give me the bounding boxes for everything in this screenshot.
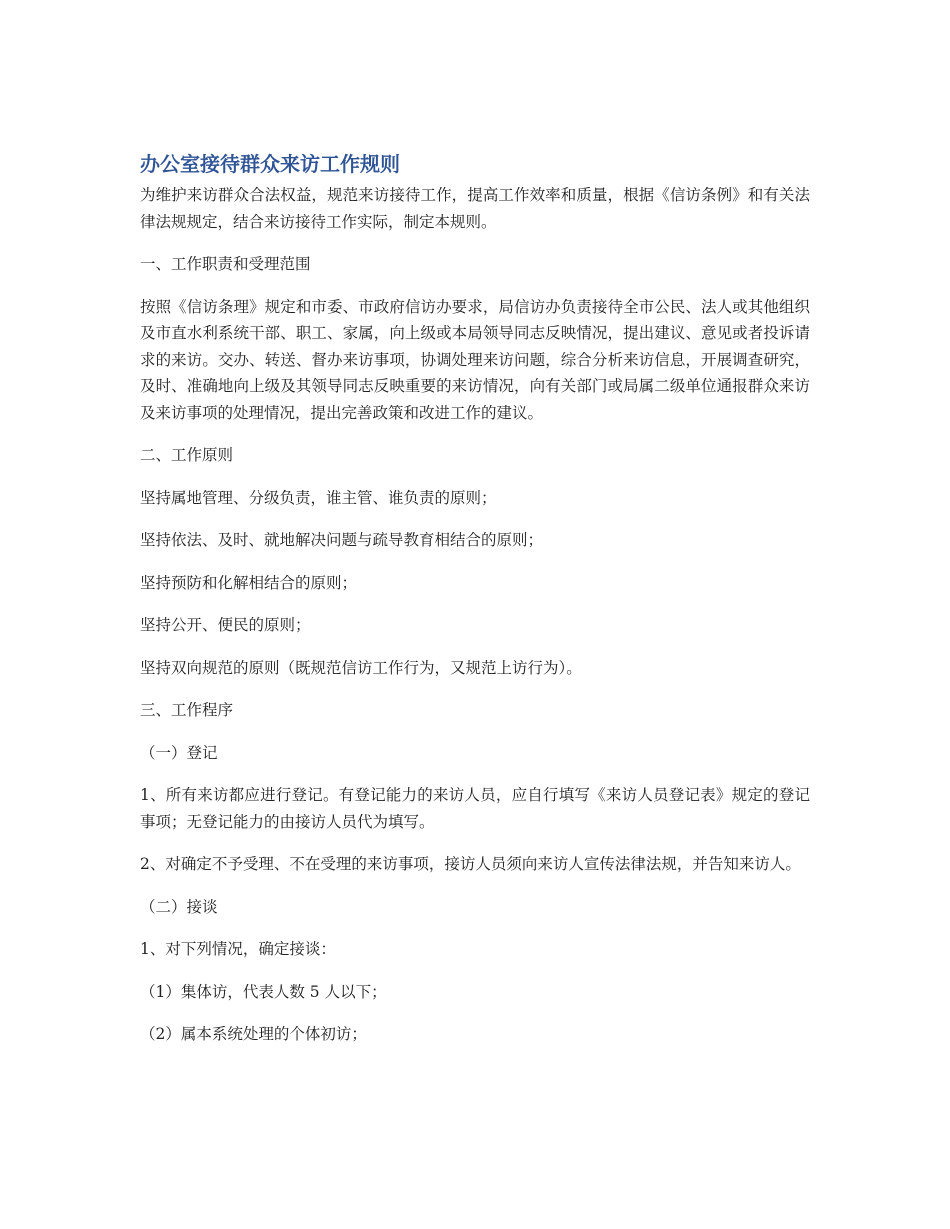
principle-item: 坚持属地管理、分级负责，谁主管、谁负责的原则； bbox=[140, 488, 497, 507]
subsection-heading-interview: （二）接谈 bbox=[140, 897, 218, 916]
document-title: 办公室接待群众来访工作规则 bbox=[140, 152, 400, 176]
document-body bbox=[140, 148, 810, 1048]
section-heading-procedure: 三、工作程序 bbox=[140, 701, 234, 719]
principle-item: 坚持依法、及时、就地解决问题与疏导教育相结合的原则； bbox=[140, 531, 544, 549]
interview-item: 1、对下列情况，确定接谈： bbox=[140, 940, 336, 958]
section-heading-principles: 二、工作原则 bbox=[140, 446, 234, 464]
registration-item: 1、所有来访都应进行登记。有登记能力的来访人员，应自行填写《来访人员登记表》规定的登记事项；无登记能力的由接访人员代为填写。 bbox=[140, 786, 810, 831]
interview-subitem: （2）属本系统处理的个体初访； bbox=[140, 1025, 367, 1043]
principle-item: 坚持双向规范的原则（既规范信访工作行为，又规范上访行为）。 bbox=[140, 658, 582, 677]
principle-item: 坚持预防和化解相结合的原则； bbox=[140, 573, 358, 592]
intro-paragraph: 为维护来访群众合法权益，规范来访接待工作，提高工作效率和质量，根据《信访条例》和有关法律法规规定，结合来访接待工作实际，制定本规则。 bbox=[140, 186, 810, 231]
principle-item: 坚持公开、便民的原则； bbox=[140, 616, 311, 634]
registration-item: 2、对确定不予受理、不在受理的来访事项，接访人员须向来访人宣传法律法规，并告知来访人。 bbox=[140, 855, 801, 873]
duties-paragraph: 按照《信访条理》规定和市委、市政府信访办要求，局信访办负责接待全市公民、法人或其他组织及市直水利系统干部、职工、家属，向上级或本局领导同志反映情况，提出建议、意见或者投诉请求的来访。交办、转送、督办来访事项，协调处理来访问题，综合分析来访信息，开展调查研究，及时、准确地向上级及其领导同志反映重要的来访情况，向有关部门或局属二级单位通报群众来访及来访事项的处理情况，提出完善政策和改进工作的建议。 bbox=[140, 297, 810, 422]
section-heading-duties: 一、工作职责和受理范围 bbox=[140, 255, 311, 273]
interview-subitem: （1）集体访，代表人数 5 人以下； bbox=[140, 982, 387, 1001]
subsection-heading-registration: （一）登记 bbox=[140, 743, 218, 762]
